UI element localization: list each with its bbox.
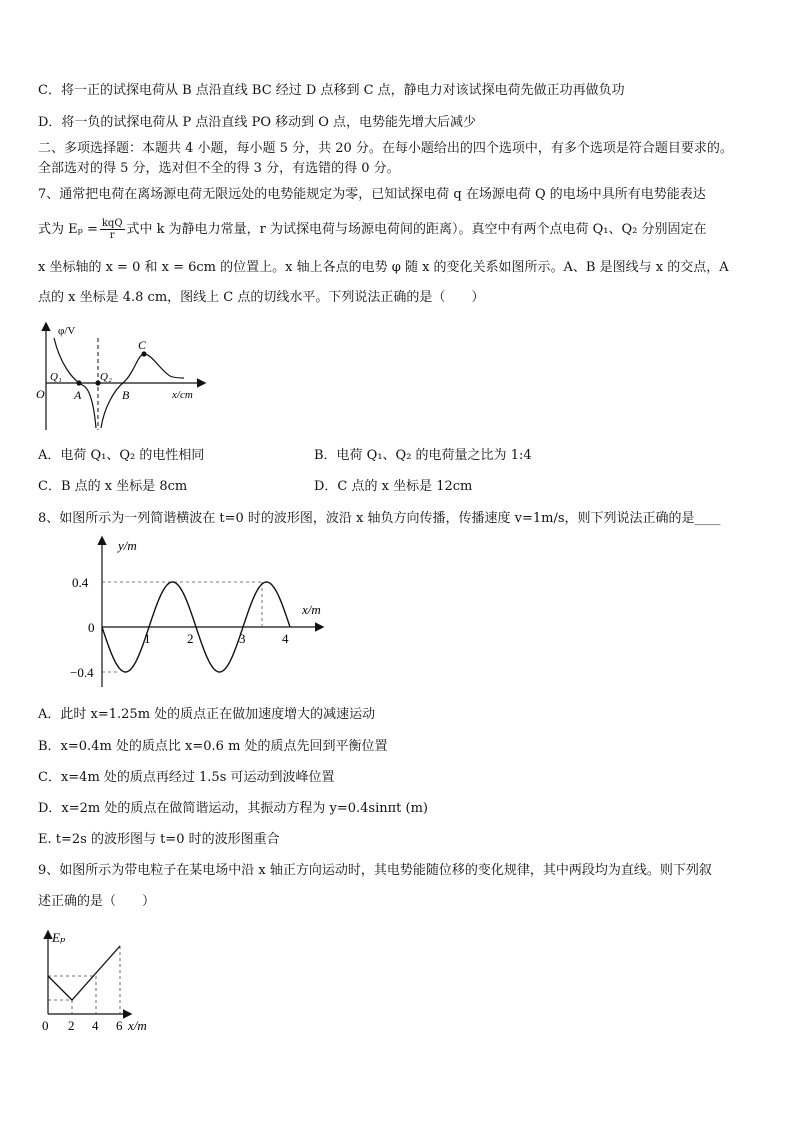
- q6-option-d: D．将一负的试探电荷从 P 点沿直线 PO 移动到 O 点，电势能先增大后减少: [38, 115, 477, 130]
- q7-formula-fraction: [100, 218, 125, 241]
- q9-y-label: Eₚ: [52, 930, 66, 945]
- q9-tick-2: 2: [68, 1018, 75, 1033]
- q8-option-a: A．此时 x=1.25m 处的质点正在做加速度增大的减速运动: [38, 707, 376, 722]
- q8-wave-graph: [70, 532, 340, 692]
- q8-stem: 8、如图所示为一列简谐横波在 t=0 时的波形图，波沿 x 轴负方向传播，传播速度 v=1m/s，则下列说法正确的是____: [38, 511, 721, 526]
- q7-stem-line4: 点的 x 坐标是 4.8 cm，图线上 C 点的切线水平。下列说法正确的是（ ）: [38, 290, 485, 305]
- q7-frac-denominator: r: [109, 230, 115, 241]
- q8-tick-y-pos: 0.4: [72, 575, 89, 590]
- q6-option-c: C．将一正的试探电荷从 B 点沿直线 BC 经过 D 点移到 C 点，静电力对该试探电荷先做正功再做负功: [38, 83, 625, 98]
- section2-instruction-1: 二、多项选择题：本题共 4 小题，每小题 5 分，共 20 分。在每小题给出的四个选项中，有多个选项是符合题目要求的。: [38, 141, 733, 156]
- q7-option-a: A．电荷 Q₁、Q₂ 的电性相同: [38, 448, 205, 463]
- q8-option-c: C．x=4m 处的质点再经过 1.5s 可运动到波峰位置: [38, 770, 335, 785]
- q8-tick-x-1: 1: [144, 631, 151, 646]
- q7-x-label: x/cm: [172, 389, 193, 401]
- q8-tick-y-neg: −0.4: [70, 665, 94, 680]
- q7-stem-line2: [38, 218, 707, 241]
- q7-a-label: A: [74, 388, 82, 402]
- q7-q1-label: Q₁: [50, 371, 62, 383]
- q7-frac-numerator: kqQ: [101, 218, 123, 229]
- q7-potential-graph: [34, 318, 214, 438]
- q7-option-c: C．B 点的 x 坐标是 8cm: [38, 479, 188, 494]
- q7-point-c: [141, 351, 146, 356]
- q7-stem-line1: 7、通常把电荷在离场源电荷无限远处的电势能规定为零，已知试探电荷 q 在场源电荷 Q 的电场中具所有电势能表达: [38, 187, 706, 202]
- q8-y-label: y/m: [118, 538, 137, 553]
- q8-option-e: E. t=2s 的波形图与 t=0 时的波形图重合: [38, 832, 280, 847]
- q8-option-b: B．x=0.4m 处的质点比 x=0.6 m 处的质点先回到平衡位置: [38, 739, 388, 754]
- q7-option-d: D．C 点的 x 坐标是 12cm: [314, 479, 473, 494]
- q7-b-label: B: [122, 388, 130, 402]
- q7-origin-label: O: [36, 387, 45, 401]
- q7-stem-line3: x 坐标轴的 x = 0 和 x = 6cm 的位置上。x 轴上各点的电势 φ 随 x 的变化关系如图所示。A、B 是图线与 x 的交点，A: [38, 260, 729, 275]
- q7-q2-label: Q₂: [100, 371, 112, 383]
- section2-instruction-2: 全部选对的得 5 分，选对但不全的得 3 分，有选错的得 0 分。: [38, 161, 400, 176]
- q9-energy-graph: [38, 924, 168, 1038]
- q7-y-label: φ/V: [58, 325, 76, 337]
- q8-tick-x-2: 2: [187, 631, 194, 646]
- q9-tick-0: 0: [42, 1018, 49, 1033]
- q9-x-label: x/m: [128, 1018, 147, 1033]
- q7-c-label: C: [138, 338, 147, 352]
- q9-stem-line2: 述正确的是（ ）: [38, 894, 156, 909]
- q7-formula-suffix: 式中 k 为静电力常量，r 为试探电荷与场源电荷间的距离）。真空中有两个点电荷 Q₁、Q₂ 分别固定在: [126, 222, 707, 237]
- q8-tick-x-4: 4: [282, 631, 289, 646]
- q9-tick-4: 4: [92, 1018, 99, 1033]
- q8-x-label: x/m: [302, 602, 321, 617]
- q7-formula-prefix: 式为 Eₚ =: [38, 222, 98, 237]
- q7-point-a: [76, 380, 81, 385]
- q8-option-d: D．x=2m 处的质点在做简谐运动，其振动方程为 y=0.4sinπt (m): [38, 801, 428, 816]
- q8-tick-y-zero: 0: [88, 620, 95, 635]
- q9-stem-line1: 9、如图所示为带电粒子在某电场中沿 x 轴正方向运动时，其电势能随位移的变化规律，其中两段均为直线。则下列叙: [38, 863, 712, 878]
- q9-energy-line: [48, 946, 120, 1000]
- q8-tick-x-3: 3: [239, 631, 246, 646]
- q7-option-b: B．电荷 Q₁、Q₂ 的电荷量之比为 1:4: [314, 448, 532, 463]
- q9-tick-6: 6: [116, 1018, 123, 1033]
